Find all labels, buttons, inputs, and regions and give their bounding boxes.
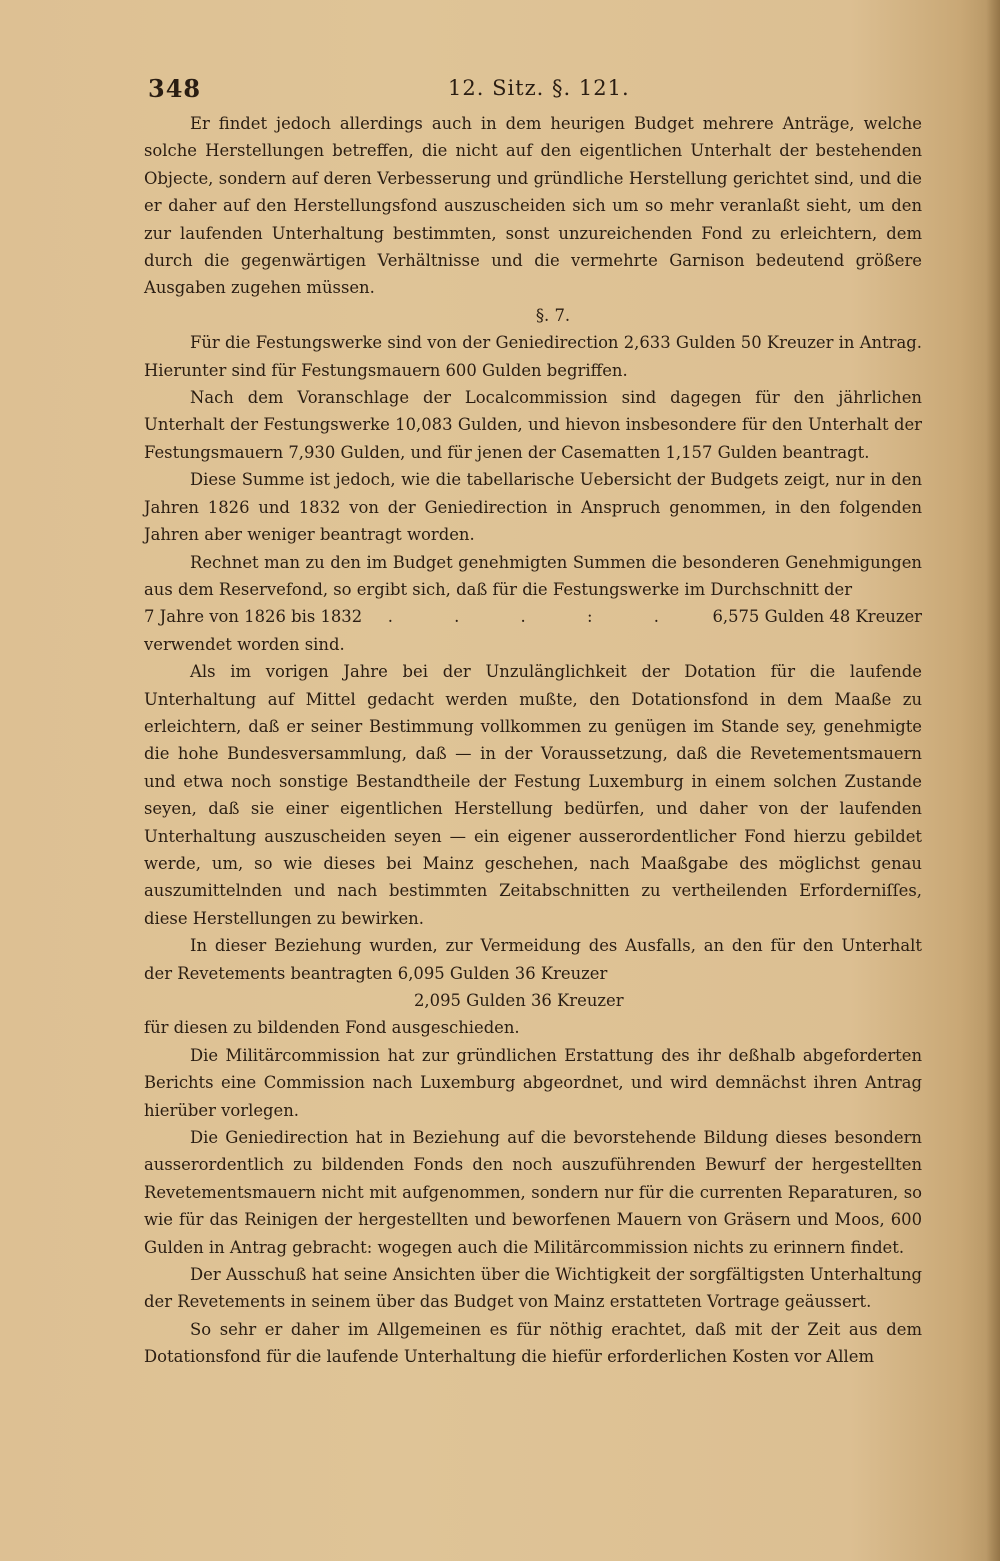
paragraph-12: Der Ausschuß hat seine Ansichten über die Wichtigkeit der sorgfältigsten Unterhaltung der Revetements in seinem über das Budget von Mainz erstatteten Vortrage geäussert. [144,1265,922,1312]
page-number: 348 [148,74,202,103]
ledger-label: 7 Jahre von 1826 bis 1832 [144,607,363,627]
paragraph-7: Als im vorigen Jahre bei der Unzulänglichkeit der Dotation für die laufende Unterhaltung auf Mittel gedacht werden mußte, den Dotationsfond in dem Maaße zu erleichtern, daß er seiner Bestimmung vollkommen zu genügen im Stande sey, genehmigte die hohe Bundesversammlung, daß — in der Voraussetzung, daß die Revetementsmauern und etwa noch sonstige Bestandtheile der Festung Luxemburg in einem solchen Zustande seyen, daß sie einer eigentlichen Herstellung bedürfen, und daher von der laufenden Unterhaltung auszuscheiden seyen — ein eigener ausserordentlicher Fond hierzu gebildet werde, um, so wie dieses bei Mainz geschehen, nach Maaßgabe des möglichst genau auszumittelnden und nach bestimmten Zeitabschnitten zu vertheilenden Erforderniſſes, diese Herstellungen zu bewirken. [144,662,922,928]
paragraph-5: Rechnet man zu den im Budget genehmigten Summen die besonderen Genehmigungen aus dem Reservefond, so ergibt sich, daß für die Festungswerke im Durchschnitt der [144,552,922,599]
paragraph-13: So sehr er daher im Allgemeinen es für nöthig erachtet, daß mit der Zeit aus dem Dotationsfond für die laufende Unterhaltung die hiefür erforderlichen Kosten vor Allem [144,1319,922,1367]
ledger-dots: . . . : . [387,607,687,627]
paragraph-4: Diese Summe ist jedoch, wie die tabellarische Uebersicht der Budgets zeigt, nur in den Jahren 1826 und 1832 von der Geniedirection in Anspruch genommen, in den folgenden Jahren aber weniger beantragt worden. [144,470,922,545]
paragraph-6: verwendet worden sind. [144,634,345,654]
page-edge-shadow [986,0,1000,1561]
ledger-amount: 6,575 Gulden 48 Kreuzer [712,607,922,627]
body-text [144,110,922,1371]
running-head: 12. Sitz. §. 121. [448,76,630,100]
paragraph-1: Er findet jedoch allerdings auch in dem heurigen Budget mehrere Anträge, welche solche Herstellungen betreffen, die nicht auf den eigentlichen Unterhalt der bestehenden Objecte, sondern auf deren Verbesserung und gründliche Herstellung gerichtet sind, und die er daher auf den Herstellungsfond auszuscheiden sich um so mehr veranlaßt sieht, um den zur laufenden Unterhaltung bestimmten, sonst unzureichenden Fond zu erleichtern, dem durch die gegenwärtigen Verhältnisse und die vermehrte Garnison bedeutend größere Ausgaben zugehen müssen. [144,114,922,298]
paragraph-9: für diesen zu bildenden Fond ausgeschieden. [144,1018,520,1038]
centered-amount: 2,095 Gulden 36 Kreuzer [414,991,624,1010]
paragraph-8: In dieser Beziehung wurden, zur Vermeidung des Ausfalls, an den für den Unterhalt der Revetements beantragten 6,095 Gulden 36 Kreuzer [144,936,922,983]
page-header [148,68,848,108]
paragraph-3: Nach dem Voranschlage der Localcommission sind dagegen für den jährlichen Unterhalt der Festungswerke 10,083 Gulden, und hievon insbesondere für den Unterhalt der Festungsmauern 7,930 Gulden, und für jenen der Casematten 1,157 Gulden beantragt. [144,388,922,462]
paragraph-11: Die Geniedirection hat in Beziehung auf die bevorstehende Bildung dieses besondern ausserordentlich zu bildenden Fonds den noch auszuführenden Bewurf der hergestellten Revetementsmauern nicht mit aufgenommen, sondern nur für die currenten Reparaturen, so wie für das Reinigen der hergestellten und beworfenen Mauern von Gräsern und Moos, 600 Gulden in Antrag gebracht: wogegen auch die Militärcommission nichts zu erinnern findet. [144,1128,922,1257]
ledger-line [144,603,922,630]
paragraph-2: Für die Festungswerke sind von der Geniedirection 2,633 Gulden 50 Kreuzer in Antrag. Hierunter sind für Festungsmauern 600 Gulden begriffen. [144,333,922,380]
section-heading: §. 7. [535,305,571,325]
paragraph-10: Die Militärcommission hat zur gründlichen Erstattung des ihr deßhalb abgeforderten Berichts eine Commission nach Luxemburg abgeordnet, und wird demnächst ihren Antrag hierüber vorlegen. [144,1045,922,1120]
